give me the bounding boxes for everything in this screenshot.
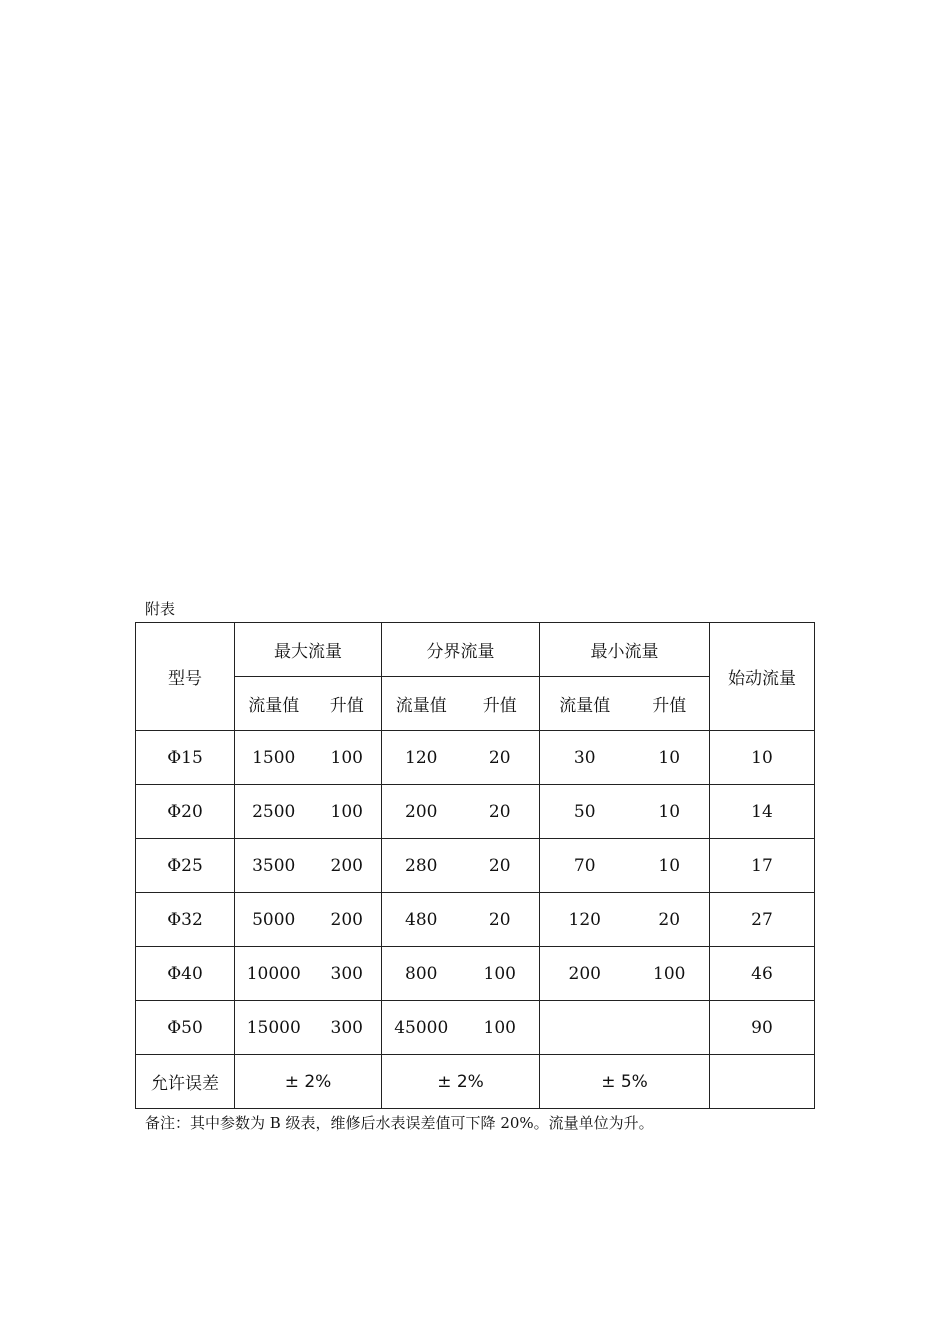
cell-value: 20 xyxy=(461,731,540,785)
cell-value: 300 xyxy=(313,947,382,1001)
cell-value: 2500 xyxy=(235,785,313,839)
header-max-flow: 最大流量 xyxy=(235,623,382,677)
cell-model: Φ20 xyxy=(136,785,235,839)
tolerance-max-flow: ± 2% xyxy=(235,1055,382,1109)
header-transition-flow: 分界流量 xyxy=(382,623,540,677)
tolerance-min-flow: ± 5% xyxy=(540,1055,710,1109)
cell-value: 70 xyxy=(540,839,630,893)
cell-value: 100 xyxy=(461,947,540,1001)
cell-value: 3500 xyxy=(235,839,313,893)
table-row xyxy=(136,785,815,839)
cell-value: 10 xyxy=(630,731,710,785)
cell-start: 46 xyxy=(710,947,815,1001)
subheader-flow-value: 流量值 xyxy=(540,677,630,731)
cell-value: 280 xyxy=(382,839,461,893)
cell-value xyxy=(630,1001,710,1055)
table-caption: 附表 xyxy=(145,600,176,618)
cell-value: 10 xyxy=(630,839,710,893)
table-row xyxy=(136,1001,815,1055)
subheader-flow-value: 流量值 xyxy=(382,677,461,731)
cell-value: 120 xyxy=(382,731,461,785)
tolerance-transition-flow: ± 2% xyxy=(382,1055,540,1109)
cell-start: 90 xyxy=(710,1001,815,1055)
table-note: 备注：其中参数为 B 级表，维修后水表误差值可下降 20%。流量单位为升。 xyxy=(145,1114,654,1132)
cell-value xyxy=(540,1001,630,1055)
cell-value: 100 xyxy=(630,947,710,1001)
subheader-flow-value: 流量值 xyxy=(235,677,313,731)
cell-value: 120 xyxy=(540,893,630,947)
table-row xyxy=(136,947,815,1001)
cell-value: 15000 xyxy=(235,1001,313,1055)
cell-value: 100 xyxy=(313,785,382,839)
cell-value: 300 xyxy=(313,1001,382,1055)
cell-model: Φ50 xyxy=(136,1001,235,1055)
cell-value: 100 xyxy=(313,731,382,785)
cell-model: Φ15 xyxy=(136,731,235,785)
cell-value: 5000 xyxy=(235,893,313,947)
cell-value: 200 xyxy=(382,785,461,839)
cell-value: 10 xyxy=(630,785,710,839)
cell-value: 200 xyxy=(313,893,382,947)
cell-value: 20 xyxy=(461,785,540,839)
table-row xyxy=(136,893,815,947)
flow-spec-table xyxy=(135,622,815,1109)
cell-start: 17 xyxy=(710,839,815,893)
cell-start: 27 xyxy=(710,893,815,947)
tolerance-row xyxy=(136,1055,815,1109)
cell-value: 1500 xyxy=(235,731,313,785)
subheader-liter-value: 升值 xyxy=(630,677,710,731)
table-row xyxy=(136,839,815,893)
cell-model: Φ32 xyxy=(136,893,235,947)
cell-value: 50 xyxy=(540,785,630,839)
tolerance-start-flow xyxy=(710,1055,815,1109)
table-row xyxy=(136,731,815,785)
header-start-flow: 始动流量 xyxy=(710,623,815,731)
header-model: 型号 xyxy=(136,623,235,731)
subheader-liter-value: 升值 xyxy=(313,677,382,731)
cell-start: 14 xyxy=(710,785,815,839)
header-min-flow: 最小流量 xyxy=(540,623,710,677)
cell-start: 10 xyxy=(710,731,815,785)
cell-value: 800 xyxy=(382,947,461,1001)
cell-model: Φ40 xyxy=(136,947,235,1001)
cell-model: Φ25 xyxy=(136,839,235,893)
cell-value: 10000 xyxy=(235,947,313,1001)
cell-value: 480 xyxy=(382,893,461,947)
cell-value: 20 xyxy=(630,893,710,947)
header-row xyxy=(136,623,815,677)
cell-value: 20 xyxy=(461,893,540,947)
cell-value: 45000 xyxy=(382,1001,461,1055)
subheader-liter-value: 升值 xyxy=(461,677,540,731)
cell-value: 30 xyxy=(540,731,630,785)
cell-value: 20 xyxy=(461,839,540,893)
tolerance-label: 允许误差 xyxy=(136,1055,235,1109)
cell-value: 200 xyxy=(540,947,630,1001)
cell-value: 200 xyxy=(313,839,382,893)
cell-value: 100 xyxy=(461,1001,540,1055)
